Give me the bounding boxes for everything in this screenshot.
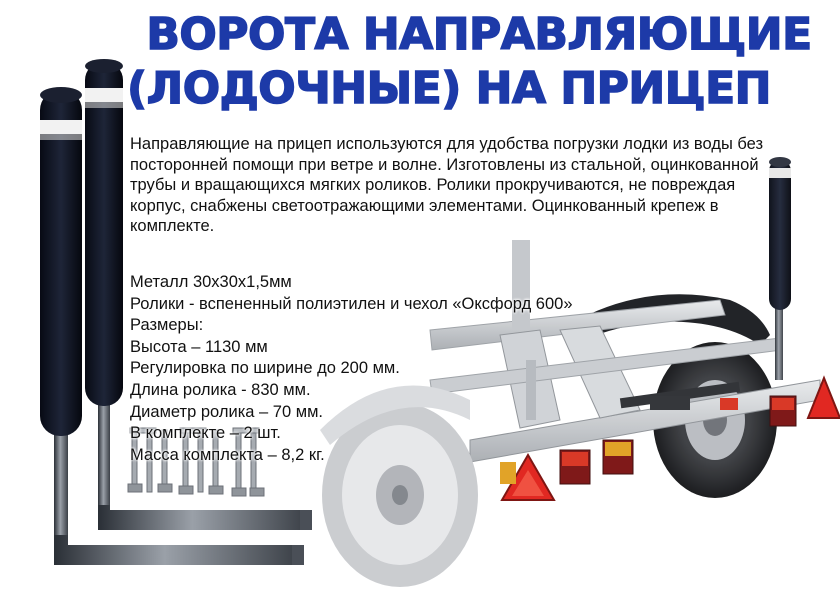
spec-item: Диаметр ролика – 70 мм. bbox=[130, 402, 324, 421]
page-title bbox=[124, 8, 834, 116]
spec-item: Длина ролика - 830 мм. bbox=[130, 380, 311, 399]
spec-item: Масса комплекта – 8,2 кг. bbox=[130, 445, 325, 464]
spec-item: В комплекте – 2 шт. bbox=[130, 424, 281, 443]
title-line-1: ВОРОТА НАПРАВЛЯЮЩИЕ bbox=[146, 9, 812, 60]
product-description: Направляющие на прицеп используются для удобства погрузки лодки из воды без посторонней помощи при ветре и волне. Изготовлены из стальной, оцинкованной трубы и вращающихся мягких роликов. Ролики прокручиваются, не повреждая корпус, снабжены светоотражающими элементами. Оцинкованный крепеж в комплекте. bbox=[130, 135, 764, 235]
spec-list bbox=[130, 272, 730, 466]
spec-item: Металл 30х30х1,5мм bbox=[130, 273, 292, 291]
spec-item: Высота – 1130 мм bbox=[130, 337, 268, 356]
spec-item: Ролики - вспененный полиэтилен и чехол «Оксфорд 600» bbox=[130, 294, 573, 313]
spec-item: Регулировка по ширине до 200 мм. bbox=[130, 359, 400, 378]
title-line-2: (ЛОДОЧНЫЕ) НА ПРИЦЕП bbox=[127, 63, 771, 114]
spec-item: Размеры: bbox=[130, 316, 204, 335]
